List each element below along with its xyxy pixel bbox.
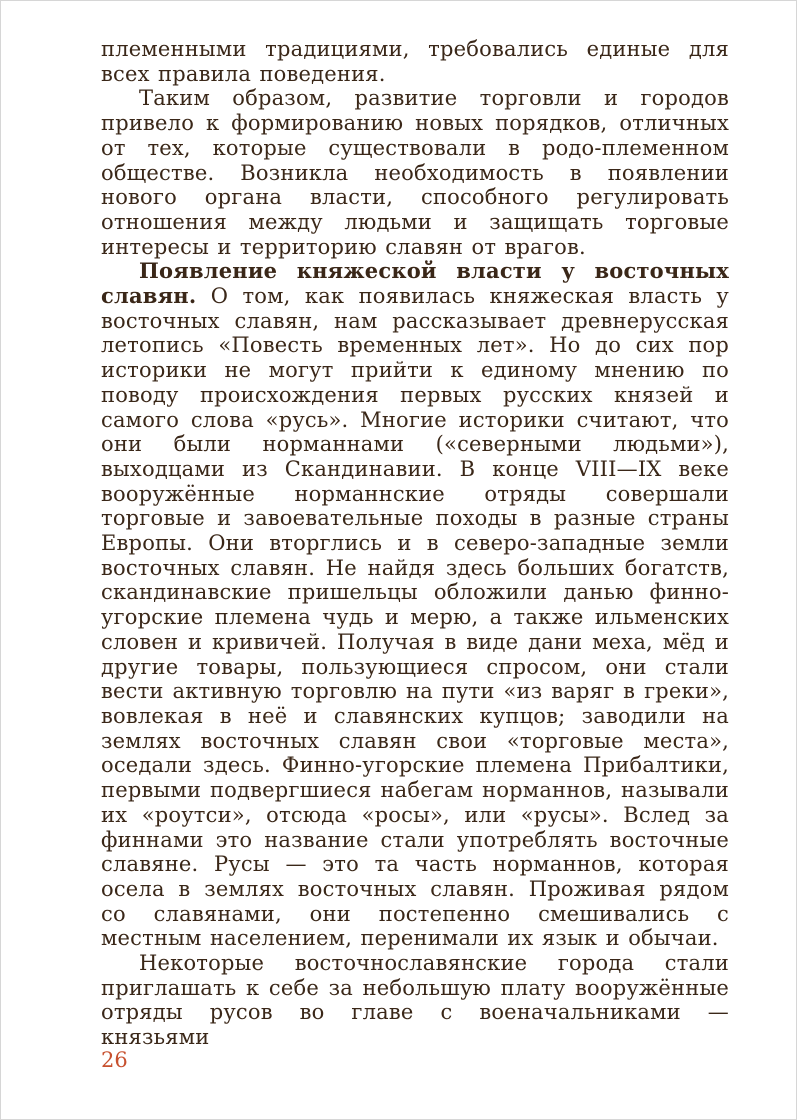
page-number: 26 <box>101 1048 128 1072</box>
paragraph-continuation: племенными традициями, требовались единые для всех правила поведения. <box>101 37 729 86</box>
paragraph-with-run-in-heading <box>101 259 729 951</box>
paragraph-text: О том, как появилась княжеская власть у восточных славян, нам рассказывает древнерусская летопись «Повесть временных лет». Но до сих пор историки не могут прийти к единому мнению по поводу происхождения первых русских князей и самого слова «русь». Многие историки считают, что они были норманнами («северными людьми»), выходцами из Скандинавии. В конце VIII—IX веке вооружённые норманнские отряды совершали торговые и завоевательные походы в разные страны Европы. Они вторглись и в северо-западные земли восточных славян. Не найдя здесь больших богатств, скандинавские пришельцы обложили данью финно-угорские племена чудь и мерю, а также ильменских словен и кривичей. Получая в виде дани меха, мёд и другие товары, пользующиеся спросом, они стали вести активную торговлю на пути «из варяг в греки», вовлекая в неё и славянских купцов; заводили на землях восточных славян свои «торговые места», оседали здесь. Финно-угорские племена Прибалтики, первыми подвергшиеся набегам норманнов, называли их «роутси», отсюда «росы», или «русы». Вслед за финнами это название стали употреблять восточные славяне. Русы — это та часть норманнов, которая осела в землях восточных славян. Проживая рядом со славянами, они постепенно смешивались с местным населением, перенимали их язык и обычаи. <box>101 284 729 951</box>
run-in-heading: Появление княжеской власти у восточных славян. <box>101 258 729 309</box>
paragraph: Некоторые восточнославянские города стали приглашать к себе за небольшую плату вооружённые отряды русов во главе с военачальниками — князьями <box>101 951 729 1050</box>
paragraph: Таким образом, развитие торговли и городов привело к формированию новых порядков, отличных от тех, которые существовали в родо-племенном обществе. Возникла необходимость в появлении нового органа власти, способного регулировать отношения между людьми и защищать торговые интересы и территорию славян от врагов. <box>101 86 729 259</box>
text-column <box>101 37 729 1050</box>
